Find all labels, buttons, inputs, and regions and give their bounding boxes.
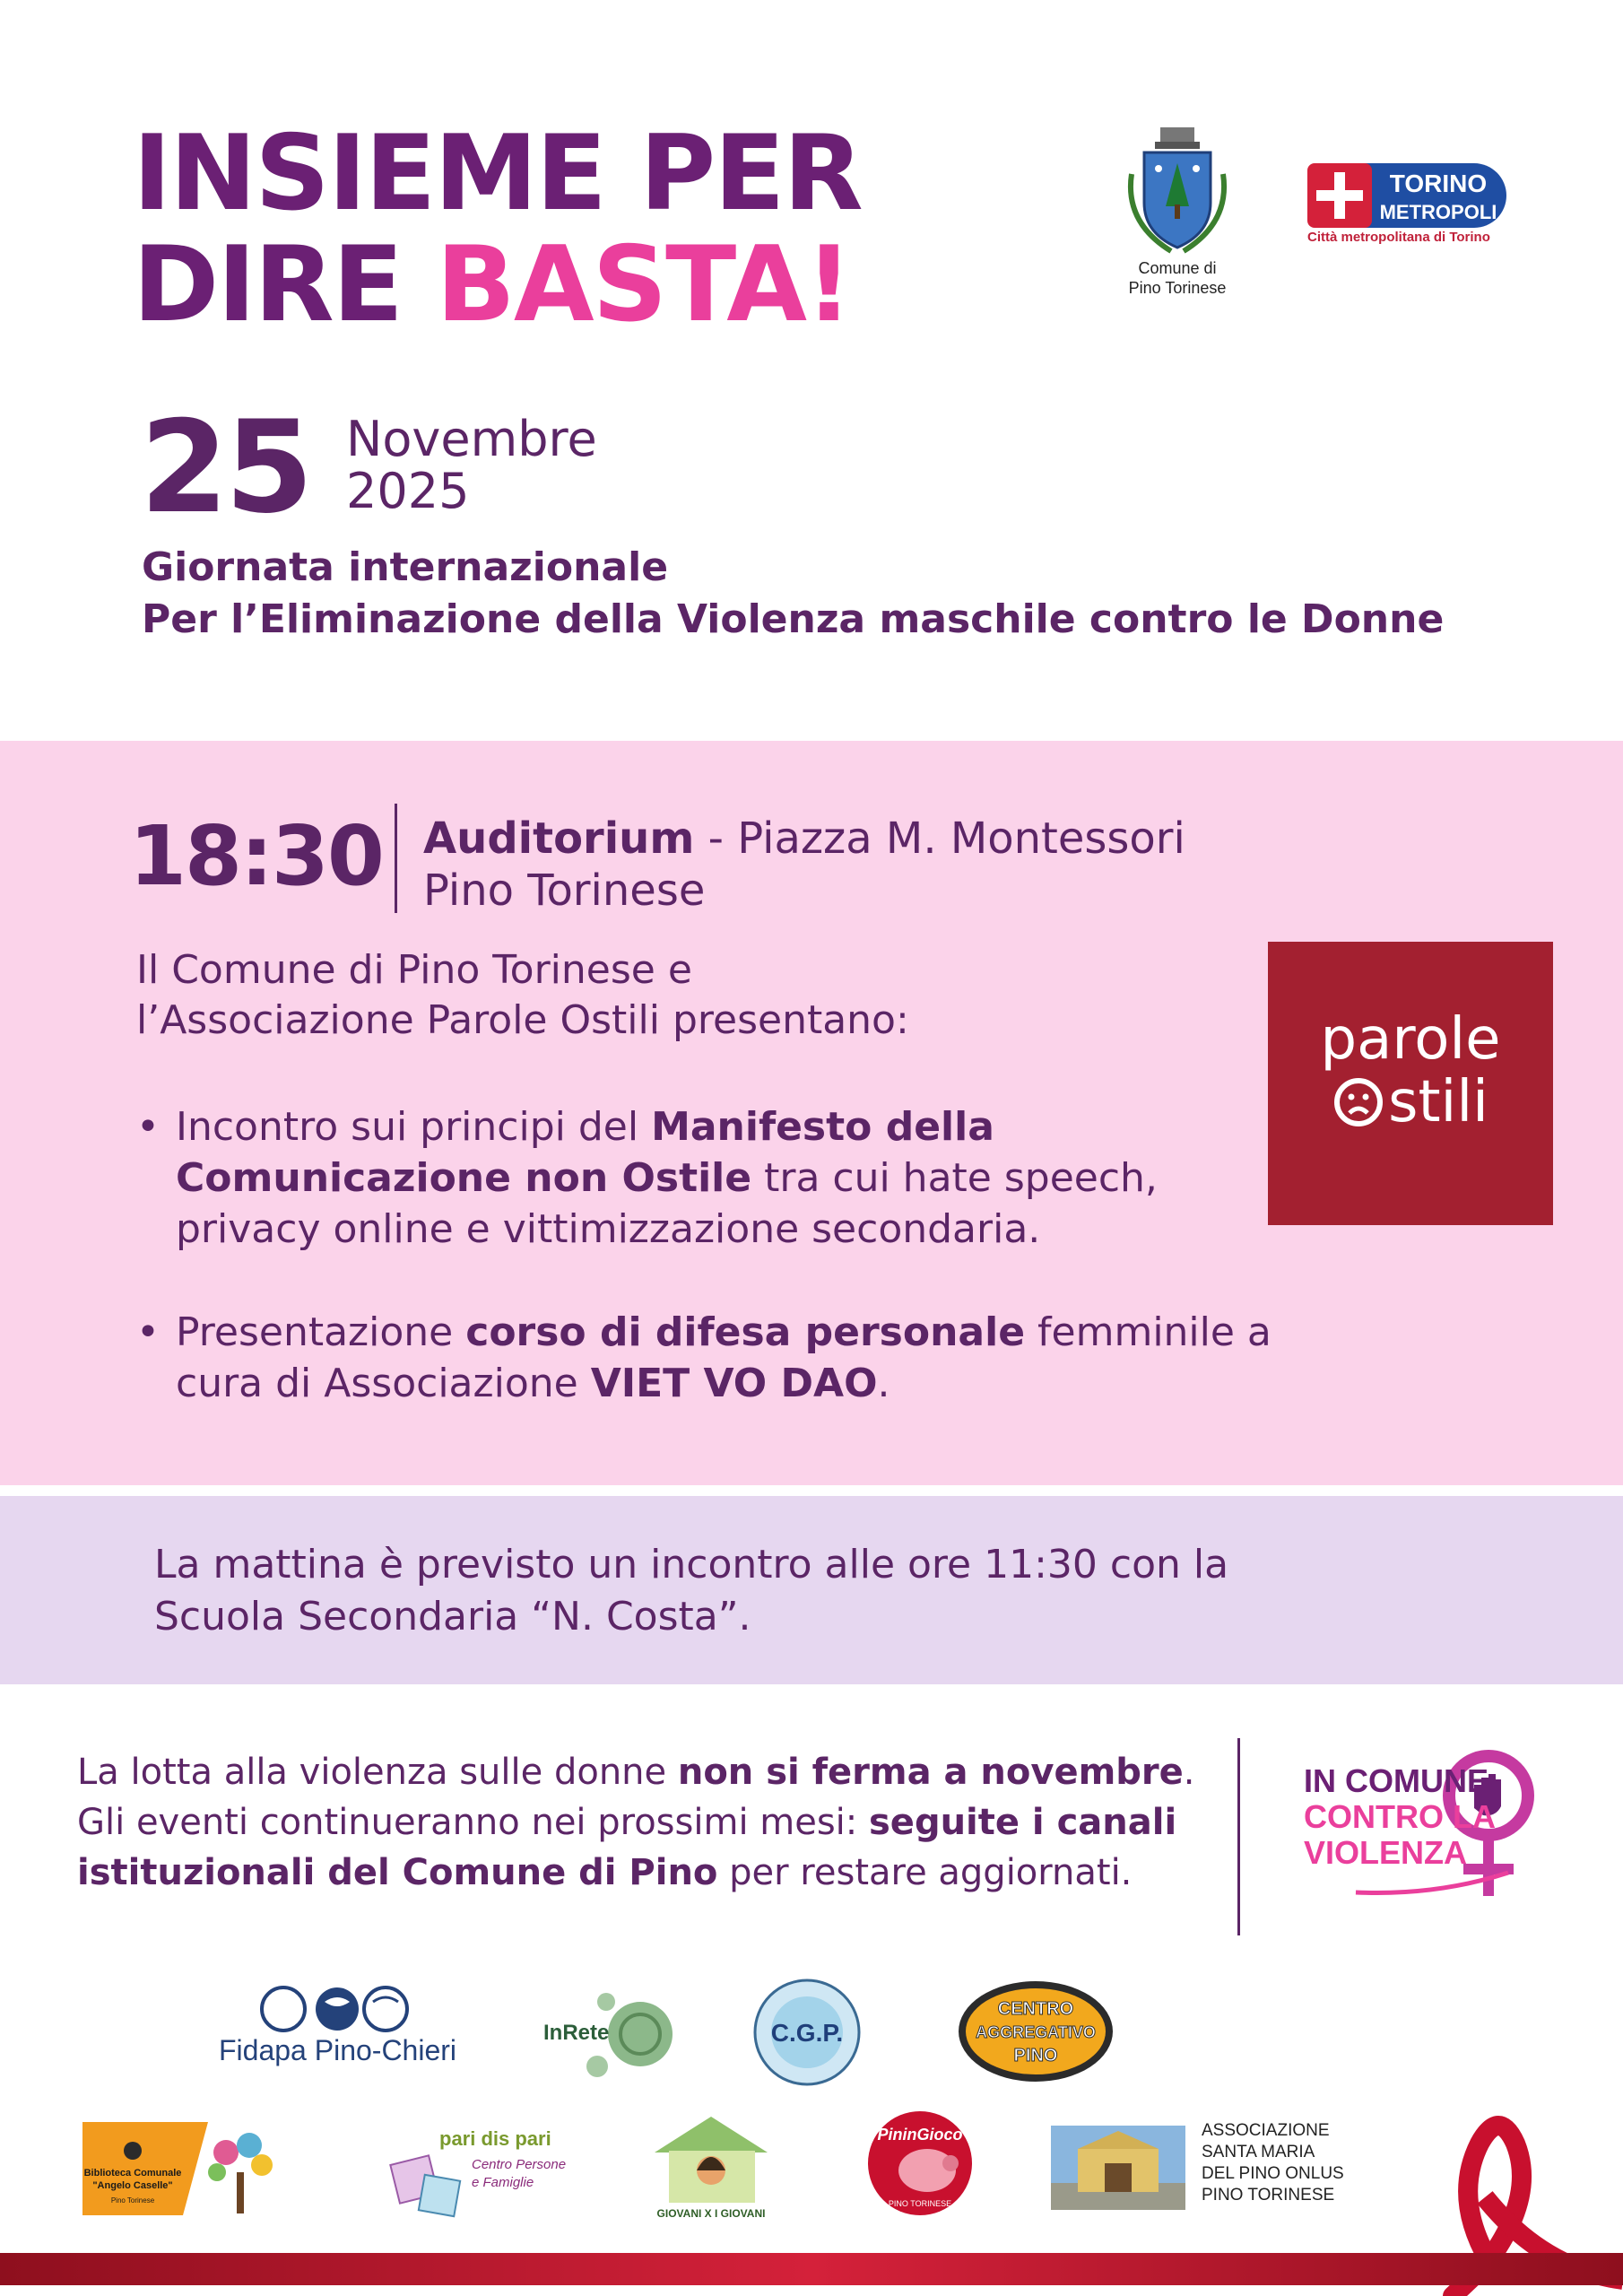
torino-line2: METROPOLI <box>1379 201 1497 223</box>
inrete-label: InRete <box>543 2021 610 2045</box>
assoc-line3: DEL PINO ONLUS <box>1202 2164 1344 2183</box>
footer-divider <box>1237 1738 1240 1935</box>
biblioteca-line3: Pino Torinese <box>110 2196 155 2205</box>
piningioco-label: PininGioco <box>877 2126 963 2144</box>
divider <box>395 804 397 913</box>
assoc-line4: PINO TORINESE <box>1202 2186 1335 2205</box>
centro-line3: PINO <box>1013 2046 1058 2066</box>
paridispari-line3: e Famiglie <box>472 2175 534 2190</box>
bullet2-text-c: femminile a cura di Associazione <box>176 1309 1271 1406</box>
paridispari-line1: pari dis pari <box>439 2127 551 2150</box>
centro-line1: CENTRO <box>997 1999 1074 2019</box>
footer-text-p5: seguite i canali <box>869 1802 1177 1843</box>
venue-name: Auditorium <box>423 813 695 864</box>
footer-text-p7: per restare aggiornati. <box>717 1852 1133 1893</box>
cgp-logo <box>751 1977 863 2088</box>
centro-line2: AGGREGATIVO <box>976 2023 1096 2041</box>
piningioco-logo <box>864 2108 976 2219</box>
footer-text-p1: La lotta alla violenza sulle donne <box>77 1752 678 1793</box>
event-time: 18:30 <box>129 808 383 904</box>
footer-message <box>77 1747 1207 1898</box>
bottom-ribbon-bar <box>0 2253 1623 2285</box>
fidapa-logo <box>258 1984 411 2034</box>
comune-label-line2: Pino Torinese <box>1128 279 1227 297</box>
venue-address: - Piazza M. Montessori <box>694 813 1185 864</box>
footer-text-p2: non si ferma a novembre <box>677 1752 1184 1793</box>
paridispari-logo <box>387 2118 567 2222</box>
assoc-line2: SANTA MARIA <box>1202 2143 1315 2161</box>
bullet1-text-c: tra cui hate speech, privacy online e vittimizzazione secondaria. <box>176 1155 1158 1252</box>
date-year: 2025 <box>346 463 470 519</box>
footer-text-p6: istituzionali del Comune di Pino <box>77 1852 718 1893</box>
icv-line1: IN COMUNE <box>1304 1762 1488 1799</box>
footer-line3 <box>77 1848 1207 1898</box>
parole-ostili-stili: stili <box>1388 1069 1488 1135</box>
fidapa-label: Fidapa Pino-Chieri <box>219 2034 457 2066</box>
giornata-line1: Giornata internazionale <box>142 544 669 590</box>
bullet2-text-b: corso di difesa personale <box>465 1309 1026 1355</box>
parole-ostili-logo <box>1268 942 1553 1225</box>
piningioco-sub: PINO TORINESE <box>888 2199 952 2208</box>
title-line1: INSIEME PER <box>133 113 862 234</box>
torino-line1: TORINO <box>1389 170 1488 197</box>
bullet2-text-e: . <box>877 1361 890 1406</box>
bullet1-text-a: Incontro sui principi del <box>176 1104 652 1150</box>
event-intro <box>136 945 1015 1046</box>
bullet-icon: • <box>136 1104 160 1150</box>
bullet-icon: • <box>136 1309 160 1355</box>
torino-metropoli-logo <box>1307 163 1506 228</box>
torino-metropoli-caption: Città metropolitana di Torino <box>1307 230 1490 245</box>
biblioteca-logo <box>82 2118 276 2219</box>
comune-logo-label <box>1101 258 1254 298</box>
parole-ostili-wordmark <box>1268 1008 1553 1134</box>
date-day: 25 <box>140 394 310 542</box>
footer-line1 <box>77 1747 1207 1797</box>
inrete-logo <box>542 1984 676 2083</box>
morning-line1: La mattina è previsto un incontro alle ore 11:30 con la <box>154 1542 1229 1587</box>
footer-text-p3: . <box>1183 1752 1195 1793</box>
assoc-line1: ASSOCIAZIONE <box>1202 2121 1330 2140</box>
event-venue-city: Pino Torinese <box>423 865 706 916</box>
parole-ostili-line1: parole <box>1320 1006 1501 1073</box>
giornata-heading <box>142 542 1444 646</box>
giovani-logo <box>644 2113 778 2222</box>
poster-title <box>133 113 862 345</box>
event-venue <box>423 813 1185 865</box>
title-line2-part1: DIRE <box>133 224 437 345</box>
morning-line2: Scuola Secondaria “N. Costa”. <box>154 1594 751 1639</box>
sad-face-icon <box>1332 1076 1384 1128</box>
giovani-label: GIOVANI X I GIOVANI <box>656 2207 766 2220</box>
parole-ostili-line2 <box>1268 1071 1553 1134</box>
icv-line3: VIOLENZA <box>1304 1834 1468 1871</box>
footer-text-p4: Gli eventi continueranno nei prossimi mesi: <box>77 1802 869 1843</box>
footer-line2 <box>77 1797 1207 1848</box>
bullet1-text-b: Manifesto della Comunicazione non Ostile <box>176 1104 994 1201</box>
biblioteca-line2: "Angelo Caselle" <box>92 2180 173 2191</box>
title-basta: BASTA! <box>436 224 851 345</box>
comune-label-line1: Comune di <box>1138 259 1217 277</box>
santa-maria-photo <box>1051 2126 1185 2210</box>
title-line2 <box>133 224 862 345</box>
event-bullets <box>136 1101 1271 1461</box>
intro-line2: l’Associazione Parole Ostili presentano: <box>136 997 909 1043</box>
paridispari-line2: Centro Persone <box>472 2157 567 2172</box>
biblioteca-line1: Biblioteca Comunale <box>83 2168 182 2179</box>
comune-crest-icon <box>1119 124 1236 258</box>
in-comune-contro-la-violenza-logo <box>1302 1738 1562 1918</box>
date-month: Novembre <box>346 411 597 467</box>
icv-line2: CONTRO LA <box>1304 1798 1496 1835</box>
giornata-line2: Per l’Eliminazione della Violenza maschile contro le Donne <box>142 596 1445 642</box>
bullet2-text-a: Presentazione <box>176 1309 466 1355</box>
intro-line1: Il Comune di Pino Torinese e <box>136 947 692 993</box>
morning-note <box>154 1539 1499 1643</box>
cgp-label: C.G.P. <box>770 2019 844 2047</box>
centro-aggregativo-logo <box>956 1979 1115 2084</box>
list-item <box>136 1307 1279 1409</box>
list-item <box>136 1101 1207 1255</box>
bullet2-text-d: VIET VO DAO <box>590 1361 878 1406</box>
